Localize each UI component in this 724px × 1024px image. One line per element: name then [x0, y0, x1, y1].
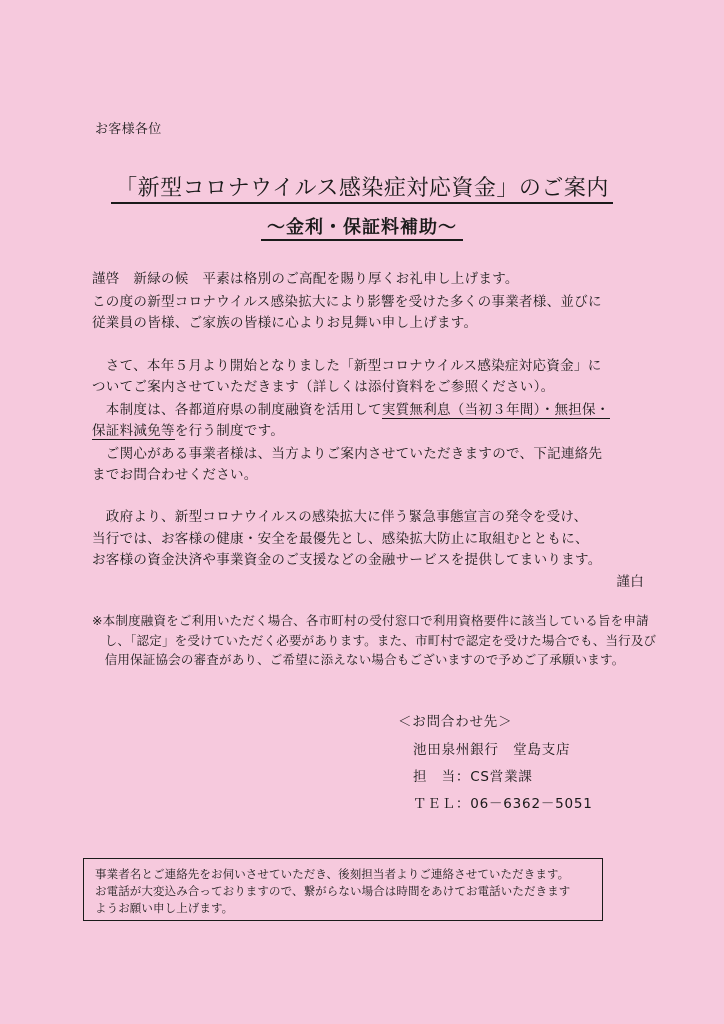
greeting-line: 従業員の皆様、ご家族の皆様に心よりお見舞い申し上げます。 — [92, 315, 478, 331]
body-line: さて、本年５月より開始となりました「新型コロナウイルス感染症対応資金」に — [92, 358, 602, 374]
contact-person: 担 当：CS営業課 — [413, 769, 533, 785]
document-subtitle — [0, 216, 724, 240]
closing-word: 謹白 — [616, 574, 644, 590]
document-subtitle-text: ～金利・保証料補助～ — [261, 217, 463, 241]
notice-box-line: お電話が大変込み合っておりますので、繋がらない場合は時間をあけてお電話いただきます — [95, 884, 571, 898]
body-line: お客様の資金決済や事業資金のご支援などの金融サービスを提供してまいります。 — [92, 552, 602, 568]
body-line-with-highlight — [92, 422, 284, 440]
contact-heading: ＜お問合わせ先＞ — [398, 714, 513, 730]
contact-phone: ＴＥＬ：06－6362－5051 — [413, 796, 593, 812]
document-title-text: 「新型コロナウイルス感染症対応資金」のご案内 — [111, 176, 613, 204]
underlined-terms: 実質無利息（当初３年間）・無担保・ — [381, 402, 610, 418]
body-line-with-highlight — [92, 401, 610, 419]
footnote-line: ※本制度融資をご利用いただく場合、各市町村の受付窓口で利用資格要件に該当している旨を申請 — [92, 613, 649, 628]
body-line: ついてご案内させていただきます（詳しくは添付資料をご参照ください）。 — [92, 379, 555, 395]
addressee: お客様各位 — [95, 122, 162, 137]
greeting-line: 謹啓 新緑の候 平素は格別のご高配を賜り厚くお礼申し上げます。 — [92, 271, 519, 287]
footnote-line: し、「認定」を受けていただく必要があります。また、市町村で認定を受けた場合でも、当行及び — [92, 633, 657, 648]
greeting-line: この度の新型コロナウイルス感染拡大により影響を受けた多くの事業者様、並びに — [92, 294, 602, 310]
notice-box-line: 事業者名とご連絡先をお伺いさせていただき、後刻担当者よりご連絡させていただきます。 — [95, 867, 570, 881]
body-line: 当行では、お客様の健康・安全を最優先とし、感染拡大防止に取組むとともに、 — [92, 531, 589, 547]
body-line: 政府より、新型コロナウイルスの感染拡大に伴う緊急事態宣言の発令を受け、 — [92, 509, 588, 525]
notice-box-line: ようお願い申し上げます。 — [95, 901, 234, 915]
body-text: を行う制度です。 — [174, 423, 285, 439]
footnote-line: 信用保証協会の審査があり、ご希望に添えない場合もございますので予めご了承願います。 — [92, 652, 625, 667]
document-title — [0, 174, 724, 204]
body-text: 本制度は、各都道府県の制度融資を活用して — [92, 402, 382, 418]
contact-bank: 池田泉州銀行 堂島支店 — [413, 742, 571, 758]
body-line: までお問合わせください。 — [92, 467, 258, 483]
body-line: ご関心がある事業者様は、当方よりご案内させていただきますので、下記連絡先 — [92, 446, 603, 462]
underlined-terms: 保証料減免等 — [92, 423, 175, 439]
